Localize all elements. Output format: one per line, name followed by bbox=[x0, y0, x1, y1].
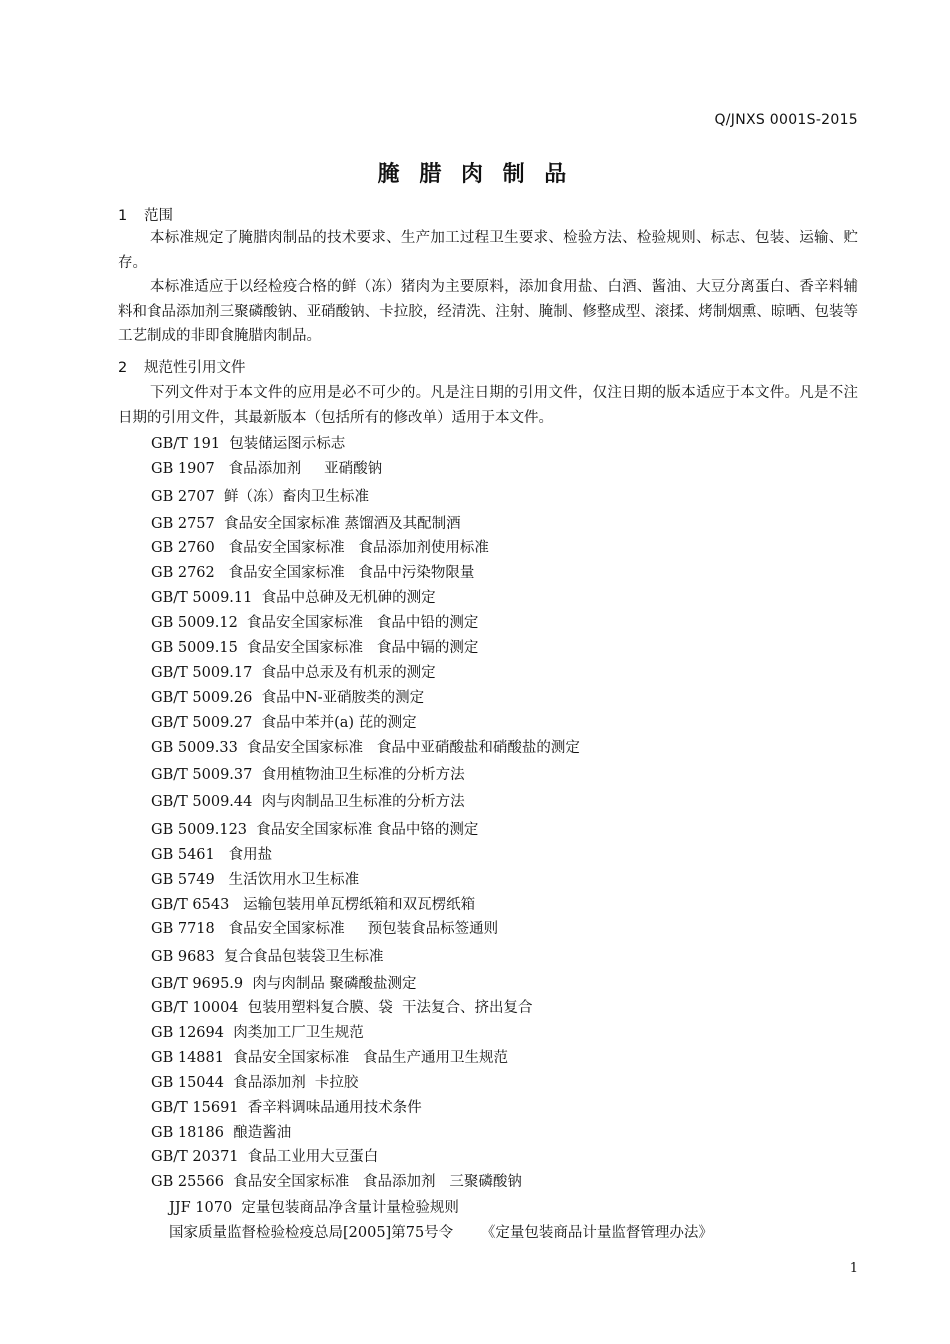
section-1-paragraph-2: 本标准适应于以经检疫合格的鲜（冻）猪肉为主要原料，添加食用盐、白酒、酱油、大豆分离蛋白、香辛料辅料和食品添加剂三聚磷酸钠、亚硝酸钠、卡拉胶，经清洗、注射、腌制、修整成型、滚揉、烤制烟熏、晾晒、包装等工艺制成的非即食腌腊肉制品。 bbox=[118, 279, 858, 344]
section-1-heading bbox=[118, 204, 173, 225]
section-2-paragraph: 下列文件对于本文件的应用是必不可少的。凡是注日期的引用文件，仅注日期的版本适应于本文件。凡是不注日期的引用文件，其最新版本（包括所有的修改单）适用于本文件。 bbox=[118, 385, 858, 426]
reference-item: GB/T 6543 运输包装用单瓦楞纸箱和双瓦楞纸箱 bbox=[151, 897, 476, 913]
reference-item: GB/T 191 包装储运图示标志 bbox=[151, 436, 346, 452]
section-1-title: 范围 bbox=[144, 208, 173, 224]
reference-item: GB/T 20371 食品工业用大豆蛋白 bbox=[151, 1149, 379, 1165]
reference-item: JJF 1070 定量包装商品净含量计量检验规则 bbox=[169, 1200, 459, 1216]
document-title: 腌 腊 肉 制 品 bbox=[377, 162, 573, 187]
reference-item: GB 18186 酿造酱油 bbox=[151, 1125, 292, 1141]
reference-item: GB 2757 食品安全国家标准 蒸馏酒及其配制酒 bbox=[151, 516, 461, 532]
section-1-paragraph-1: 本标准规定了腌腊肉制品的技术要求、生产加工过程卫生要求、检验方法、检验规则、标志、包装、运输、贮存。 bbox=[118, 230, 858, 271]
reference-item: GB/T 10004 包装用塑料复合膜、袋 干法复合、挤出复合 bbox=[151, 1000, 533, 1016]
reference-item: GB 25566 食品安全国家标准 食品添加剂 三聚磷酸钠 bbox=[151, 1174, 522, 1190]
section-2-title: 规范性引用文件 bbox=[144, 360, 246, 376]
section-2-heading bbox=[118, 356, 246, 377]
reference-item: GB 7718 食品安全国家标准 预包装食品标签通则 bbox=[151, 921, 499, 937]
reference-item: GB 15044 食品添加剂 卡拉胶 bbox=[151, 1075, 359, 1091]
standard-number: Q/JNXS 0001S-2015 bbox=[714, 112, 858, 128]
section-2-number: 2 bbox=[118, 360, 128, 376]
reference-item: GB 2760 食品安全国家标准 食品添加剂使用标准 bbox=[151, 540, 489, 556]
reference-item: 国家质量监督检验检疫总局[2005]第75号令 《定量包装商品计量监督管理办法》 bbox=[169, 1225, 713, 1241]
reference-item: GB/T 5009.27 食品中苯并(a) 芘的测定 bbox=[151, 715, 417, 731]
reference-item: GB/T 15691 香辛料调味品通用技术条件 bbox=[151, 1100, 422, 1116]
reference-item: GB 2762 食品安全国家标准 食品中污染物限量 bbox=[151, 565, 475, 581]
reference-item: GB 2707 鲜（冻）畜肉卫生标准 bbox=[151, 489, 369, 505]
reference-item: GB 5009.123 食品安全国家标准 食品中铬的测定 bbox=[151, 822, 479, 838]
reference-item: GB 12694 肉类加工厂卫生规范 bbox=[151, 1025, 364, 1041]
reference-item: GB/T 9695.9 肉与肉制品 聚磷酸盐测定 bbox=[151, 976, 417, 992]
reference-item: GB 5009.15 食品安全国家标准 食品中镉的测定 bbox=[151, 640, 479, 656]
reference-item: GB 5461 食用盐 bbox=[151, 847, 273, 863]
section-1-number: 1 bbox=[118, 208, 128, 224]
reference-item: GB 14881 食品安全国家标准 食品生产通用卫生规范 bbox=[151, 1050, 509, 1066]
reference-item: GB/T 5009.26 食品中N-亚硝胺类的测定 bbox=[151, 690, 425, 706]
reference-item: GB 5749 生活饮用水卫生标准 bbox=[151, 872, 360, 888]
reference-item: GB/T 5009.17 食品中总汞及有机汞的测定 bbox=[151, 665, 436, 681]
reference-item: GB 9683 复合食品包装袋卫生标准 bbox=[151, 949, 384, 965]
reference-item: GB 1907 食品添加剂 亚硝酸钠 bbox=[151, 461, 383, 477]
reference-item: GB/T 5009.11 食品中总砷及无机砷的测定 bbox=[151, 590, 436, 606]
reference-item: GB 5009.33 食品安全国家标准 食品中亚硝酸盐和硝酸盐的测定 bbox=[151, 740, 580, 756]
reference-item: GB/T 5009.37 食用植物油卫生标准的分析方法 bbox=[151, 767, 465, 783]
reference-item: GB/T 5009.44 肉与肉制品卫生标准的分析方法 bbox=[151, 794, 465, 810]
reference-item: GB 5009.12 食品安全国家标准 食品中铅的测定 bbox=[151, 615, 479, 631]
page-number: 1 bbox=[849, 1261, 858, 1276]
